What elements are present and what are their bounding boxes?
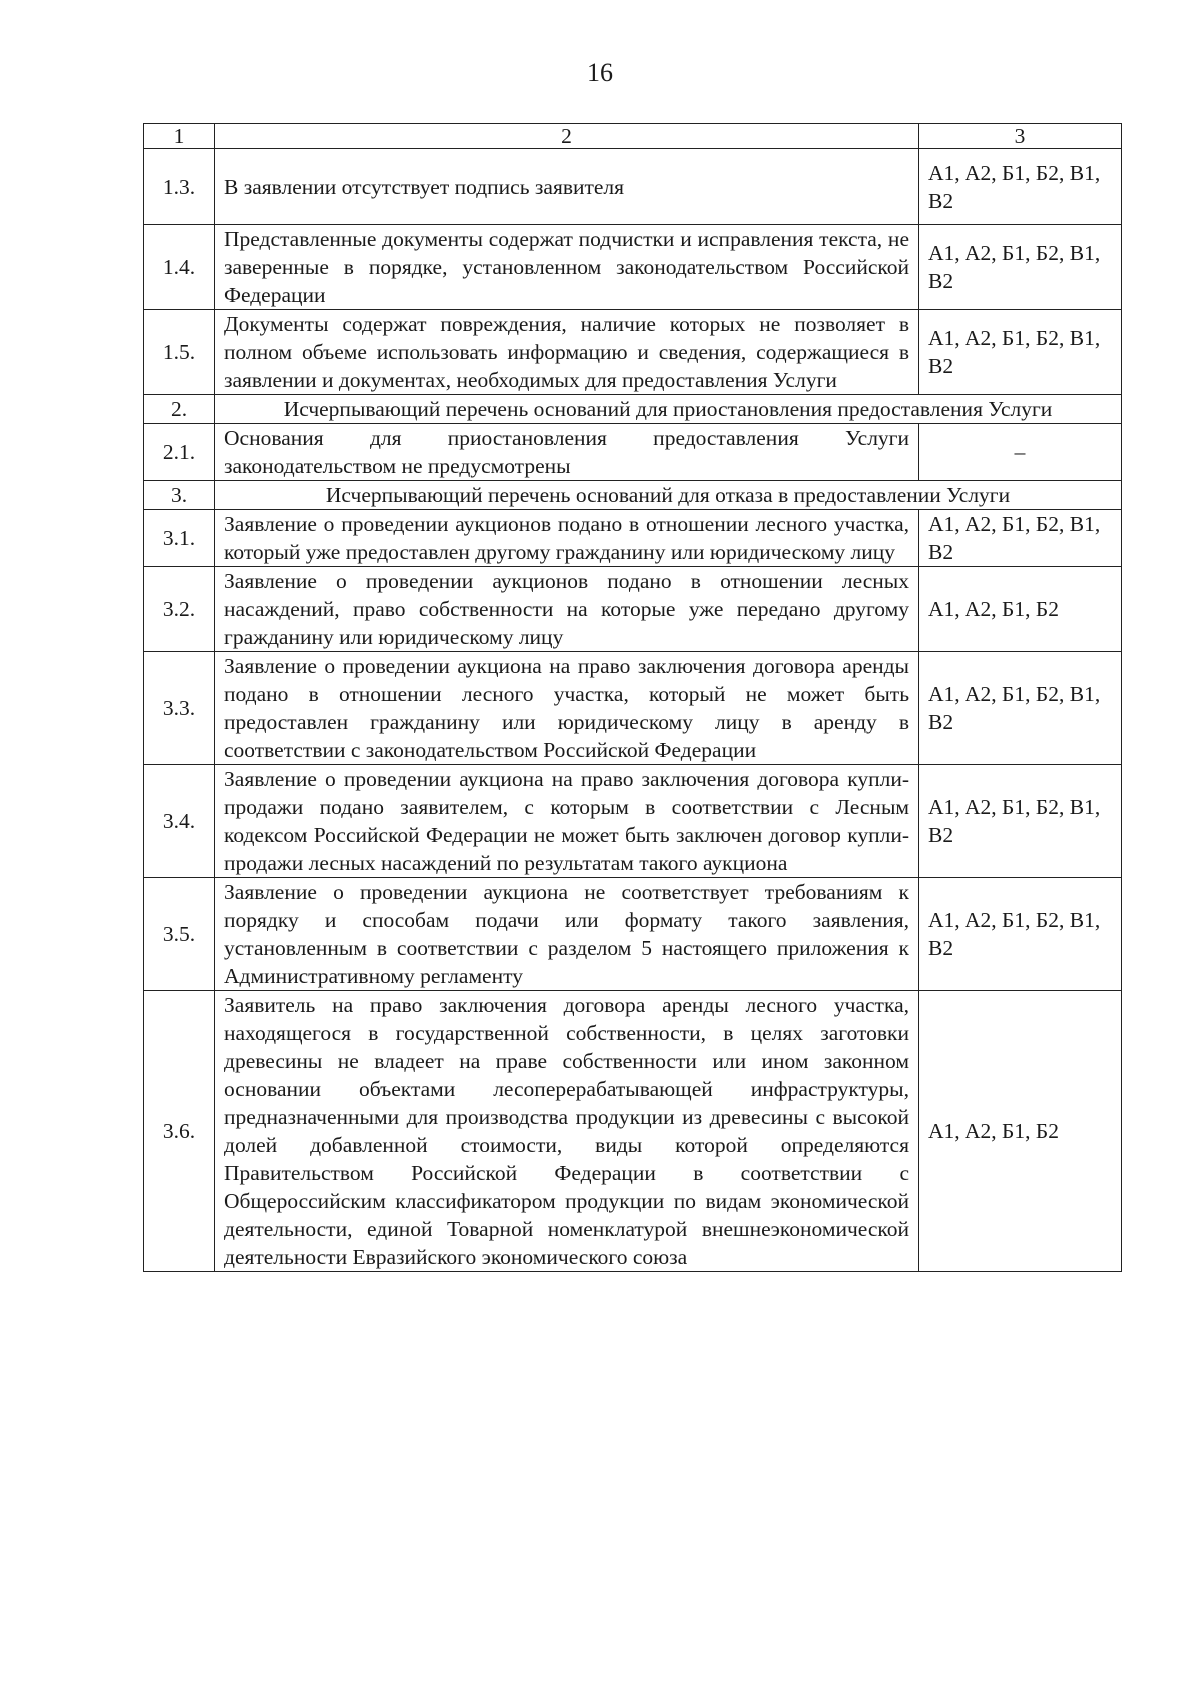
row-number: 1.5. (144, 310, 215, 395)
table-row (144, 652, 1122, 765)
row-text: Заявление о проведении аукциона не соответствует требованиям к порядку и способам подачи или формату такого заявления, установленным в соответствии с разделом 5 настоящего приложения к Административному регламенту (215, 878, 919, 991)
row-text: Заявление о проведении аукционов подано в отношении лесного участка, который уже предоставлен другому гражданину или юридическому лицу (215, 510, 919, 567)
section-number: 2. (144, 395, 215, 424)
row-text: Заявитель на право заключения договора аренды лесного участка, находящегося в государственной собственности, в целях заготовки древесины не владеет на праве собственности или ином законном основании объектами лесоперерабатывающей инфраструктуры, предназначенными для производства продукции из древесины с высокой долей добавленной стоимости, виды которой определяются Правительством Российской Федерации в соответствии с Общероссийским классификатором продукции по видам экономической деятельности, единой Товарной номенклатурой внешнеэкономической деятельности Евразийского экономического союза (215, 991, 919, 1272)
row-text: Документы содержат повреждения, наличие которых не позволяет в полном объеме использовать информацию и сведения, содержащиеся в заявлении и документах, необходимых для предоставления Услуги (215, 310, 919, 395)
row-codes: – (919, 424, 1122, 481)
header-cell-2: 2 (215, 124, 919, 149)
table-row (144, 149, 1122, 225)
row-codes: А1, А2, Б1, Б2 (919, 991, 1122, 1272)
row-text: Основания для приостановления предоставления Услуги законодательством не предусмотрены (215, 424, 919, 481)
table-row (144, 424, 1122, 481)
row-codes: А1, А2, Б1, Б2, В1, В2 (919, 310, 1122, 395)
row-codes: А1, А2, Б1, Б2, В1, В2 (919, 765, 1122, 878)
table-row (144, 310, 1122, 395)
row-codes: А1, А2, Б1, Б2, В1, В2 (919, 652, 1122, 765)
row-number: 3.4. (144, 765, 215, 878)
row-codes: А1, А2, Б1, Б2, В1, В2 (919, 149, 1122, 225)
header-cell-1: 1 (144, 124, 215, 149)
section-row (144, 395, 1122, 424)
table-row (144, 567, 1122, 652)
row-codes: А1, А2, Б1, Б2, В1, В2 (919, 510, 1122, 567)
row-codes: А1, А2, Б1, Б2, В1, В2 (919, 225, 1122, 310)
section-row (144, 481, 1122, 510)
row-number: 3.5. (144, 878, 215, 991)
grounds-table (143, 123, 1122, 1272)
table-row (144, 510, 1122, 567)
table-row (144, 991, 1122, 1272)
row-number: 1.3. (144, 149, 215, 225)
table-row (144, 878, 1122, 991)
section-title: Исчерпывающий перечень оснований для отказа в предоставлении Услуги (215, 481, 1122, 510)
row-text: Заявление о проведении аукциона на право заключения договора купли-продажи подано заявителем, с которым в соответствии с Лесным кодексом Российской Федерации не может быть заключен договор купли-продажи лесных насаждений по результатам такого аукциона (215, 765, 919, 878)
table-row (144, 225, 1122, 310)
row-number: 2.1. (144, 424, 215, 481)
page-number: 16 (587, 58, 613, 87)
section-title: Исчерпывающий перечень оснований для приостановления предоставления Услуги (215, 395, 1122, 424)
row-codes: А1, А2, Б1, Б2 (919, 567, 1122, 652)
header-cell-3: 3 (919, 124, 1122, 149)
row-number: 3.1. (144, 510, 215, 567)
row-number: 3.6. (144, 991, 215, 1272)
table-row (144, 765, 1122, 878)
row-text: Представленные документы содержат подчистки и исправления текста, не заверенные в порядке, установленном законодательством Российской Федерации (215, 225, 919, 310)
row-codes: А1, А2, Б1, Б2, В1, В2 (919, 878, 1122, 991)
row-text: Заявление о проведении аукциона на право заключения договора аренды подано в отношении лесного участка, который не может быть предоставлен гражданину или юридическому лицу в аренду в соответствии с законодательством Российской Федерации (215, 652, 919, 765)
row-number: 3.2. (144, 567, 215, 652)
row-text: В заявлении отсутствует подпись заявителя (215, 149, 919, 225)
row-number: 1.4. (144, 225, 215, 310)
table-header-row (144, 124, 1122, 149)
section-number: 3. (144, 481, 215, 510)
row-text: Заявление о проведении аукционов подано в отношении лесных насаждений, право собственности на которые уже передано другому гражданину или юридическому лицу (215, 567, 919, 652)
row-number: 3.3. (144, 652, 215, 765)
